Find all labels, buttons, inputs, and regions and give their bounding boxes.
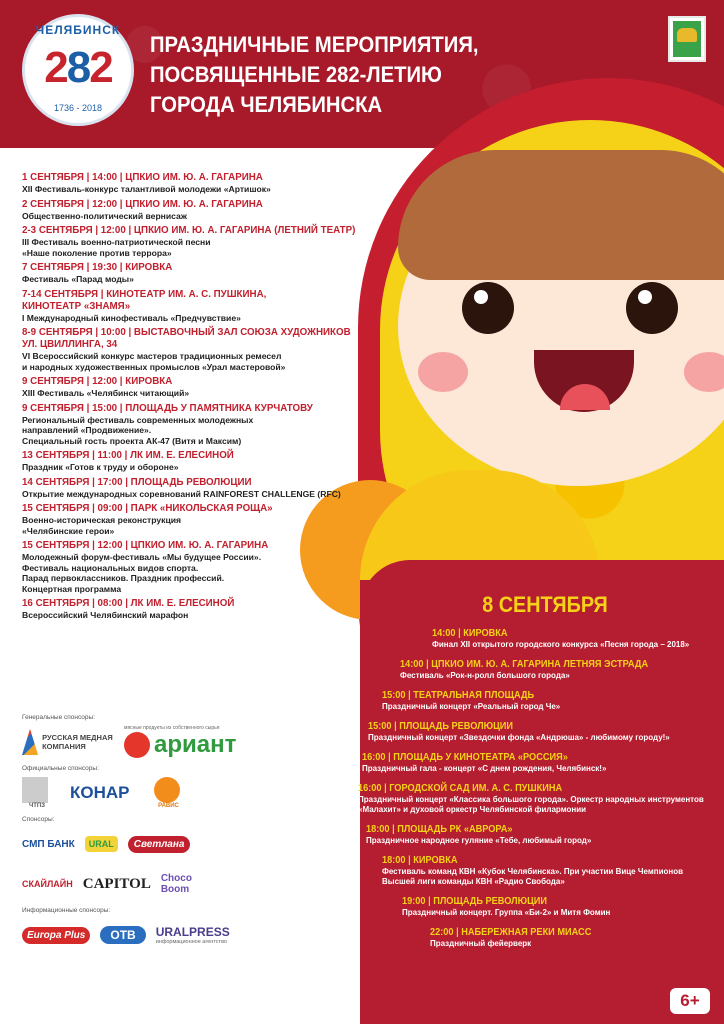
europa-plus-logo: Europa Plus	[22, 927, 90, 944]
rmk-logo: РУССКАЯ МЕДНАЯ КОМПАНИЯ	[22, 729, 114, 755]
event-item: 1 СЕНТЯБРЯ | 14:00 | ЦПКИО ИМ. Ю. А. ГАГАРИНА XII Фестиваль-конкурс талантливой молодежи «Артишок»	[22, 172, 271, 194]
logo-city-name: ЧЕЛЯБИНСК	[35, 23, 121, 37]
sept8-item: 15:00 | ПЛОЩАДЬ РЕВОЛЮЦИИ Праздничный концерт «Звездочки фонда «Андрюша» - любимому городу!»	[368, 721, 670, 742]
city-anniversary-logo	[22, 14, 134, 126]
sept8-item: 18:00 | ПЛОЩАДЬ РК «АВРОРА» Праздничное народное гуляние «Тебе, любимый город»	[366, 824, 592, 845]
left-cheek	[418, 352, 468, 392]
sponsors-block	[22, 712, 352, 958]
chtpz-icon	[22, 777, 48, 803]
sept8-item: 19:00 | ПЛОЩАДЬ РЕВОЛЮЦИИ Праздничный концерт. Группа «Би-2» и Митя Фомин	[402, 896, 611, 917]
event-item: 15 СЕНТЯБРЯ | 12:00 | ЦПКИО ИМ. Ю. А. ГАГАРИНА Молодежный форум-фестиваль «Мы будущее России». Фестиваль национальных видов спорта. Парад первоклассников. Праздник профессий. Концертная программа	[22, 540, 269, 594]
logo-number: 282	[44, 43, 112, 92]
konar-logo: КОНАР	[70, 783, 130, 802]
event-item: 8-9 СЕНТЯБРЯ | 10:00 | ВЫСТАВОЧНЫЙ ЗАЛ СОЮЗА ХУДОЖНИКОВ УЛ. ЦВИЛЛИНГА, 34 VI Всероссийский конкурс мастеров традиционных ремесел и народных художественных промыслов «Урал мастеровой»	[22, 327, 351, 372]
ariant-logo: мясные продукты из собственного сырья ариант	[124, 725, 237, 758]
event-item: 2-3 СЕНТЯБРЯ | 12:00 | ЦПКИО ИМ. Ю. А. ГАГАРИНА (ЛЕТНИЙ ТЕАТР) III Фестиваль военно-патриотической песни «Наше поколение против террора»	[22, 225, 356, 258]
sponsors-label: Спонсоры:	[22, 816, 55, 823]
sponsors-row-2	[22, 867, 352, 901]
event-item: 2 СЕНТЯБРЯ | 12:00 | ЦПКИО ИМ. Ю. А. ГАГАРИНА Общественно-политический вернисаж	[22, 198, 263, 221]
info-sponsors-row	[22, 918, 352, 952]
event-item: 13 СЕНТЯБРЯ | 11:00 | ЛК ИМ. Е. ЕЛЕСИНОЙ Праздник «Готов к труду и обороне»	[22, 450, 234, 472]
sept8-program	[358, 592, 710, 958]
event-item: 9 СЕНТЯБРЯ | 15:00 | ПЛОЩАДЬ У ПАМЯТНИКА КУРЧАТОВУ Региональный фестиваль современных молодежных направлений «Продвижение». Специальный гость проекта АК-47 (Витя и Максим)	[22, 402, 313, 446]
event-item: 16 СЕНТЯБРЯ | 08:00 | ЛК ИМ. Е. ЕЛЕСИНОЙ Всероссийский Челябинский марафон	[22, 598, 235, 620]
sept8-item: 16:00 | ПЛОЩАДЬ У КИНОТЕАТРА «РОССИЯ» Праздничный гала - концерт «С днем рождения, Челябинск!»	[362, 752, 607, 773]
chtpz-logo: ЧТПЗ	[22, 777, 52, 809]
events-list	[22, 172, 356, 625]
sept8-item: 18:00 | КИРОВКА Фестиваль команд КВН «Кубок Челябинска». При участии Вице Чемпионов Высшей лиги команды КВН «Радио Свобода»	[382, 855, 684, 886]
official-sponsors-row	[22, 776, 352, 810]
sept8-item: 22:00 | НАБЕРЕЖНАЯ РЕКИ МИАСС Праздничный фейерверк	[430, 927, 592, 948]
city-crest-icon	[668, 16, 706, 62]
smp-bank-logo: СМП БАНК	[22, 838, 75, 850]
event-item: 14 СЕНТЯБРЯ | 17:00 | ПЛОЩАДЬ РЕВОЛЮЦИИ Открытие международных соревнований RAINFOREST CHALLENGE (RFC)	[22, 476, 341, 499]
uralpress-logo: URALPRESS информационное агентство	[155, 925, 230, 945]
info-sponsors-label: Информационные спонсоры:	[22, 907, 111, 914]
matryoshka-hair	[398, 150, 724, 280]
choco-boom-logo: Choco Boom	[160, 873, 192, 895]
age-rating-badge: 6+	[670, 988, 710, 1014]
left-eye-icon	[462, 282, 514, 334]
event-item: 7-14 СЕНТЯБРЯ | КИНОТЕАТР ИМ. А. С. ПУШКИНА, КИНОТЕАТР «ЗНАМЯ» I Международный кинофестиваль «Предчувствие»	[22, 288, 267, 323]
rmk-icon	[22, 729, 38, 755]
ural-logo: URAL	[85, 836, 118, 852]
svetlana-logo: Светлана	[128, 836, 191, 853]
event-item: 9 СЕНТЯБРЯ | 12:00 | КИРОВКА XIII Фестиваль «Челябинск читающий»	[22, 376, 190, 398]
page-title: ПРАЗДНИЧНЫЕ МЕРОПРИЯТИЯ, ПОСВЯЩЕННЫЕ 282-ЛЕТИЮ ГОРОДА ЧЕЛЯБИНСКА	[150, 32, 479, 117]
sept8-item: 15:00 | ТЕАТРАЛЬНАЯ ПЛОЩАДЬ Праздничный концерт «Реальный город Че»	[382, 690, 561, 711]
sept8-title: 8 СЕНТЯБРЯ	[482, 592, 608, 617]
sept8-item: 14:00 | ЦПКИО ИМ. Ю. А. ГАГАРИНА ЛЕТНЯЯ ЭСТРАДА Фестиваль «Рок-н-ролл большого города»	[400, 659, 649, 680]
sept8-item: 14:00 | КИРОВКА Финал XII открытого городского конкурса «Песня города – 2018»	[432, 628, 690, 649]
sept8-item: 16:00 | ГОРОДСКОЙ САД ИМ. А. С. ПУШКИНА Праздничный концерт «Классика большого города». Оркестр народных инструментов «Малахит» и духовой оркестр Челябинской филармонии	[358, 783, 704, 814]
skyline-logo: СКАЙЛАЙН	[22, 879, 73, 889]
right-eye-icon	[626, 282, 678, 334]
logo-years: 1736 - 2018	[53, 103, 103, 113]
ariant-icon	[124, 732, 150, 758]
capitol-logo: CAPITOL	[82, 875, 151, 892]
event-item: 7 СЕНТЯБРЯ | 19:30 | КИРОВКА Фестиваль «Парад моды»	[22, 262, 173, 284]
general-sponsors-row	[22, 725, 352, 759]
general-sponsors-label: Генеральные спонсоры:	[22, 714, 96, 721]
sponsors-row-1	[22, 827, 352, 861]
event-item: 15 СЕНТЯБРЯ | 09:00 | ПАРК «НИКОЛЬСКАЯ РОЩА» Военно-историческая реконструкция «Челябинские герои»	[22, 503, 273, 536]
otv-logo: ОТВ	[100, 926, 145, 944]
ravis-icon	[154, 777, 180, 803]
ravis-logo: РАВИС	[154, 777, 184, 809]
official-sponsors-label: Официальные спонсоры:	[22, 765, 99, 772]
